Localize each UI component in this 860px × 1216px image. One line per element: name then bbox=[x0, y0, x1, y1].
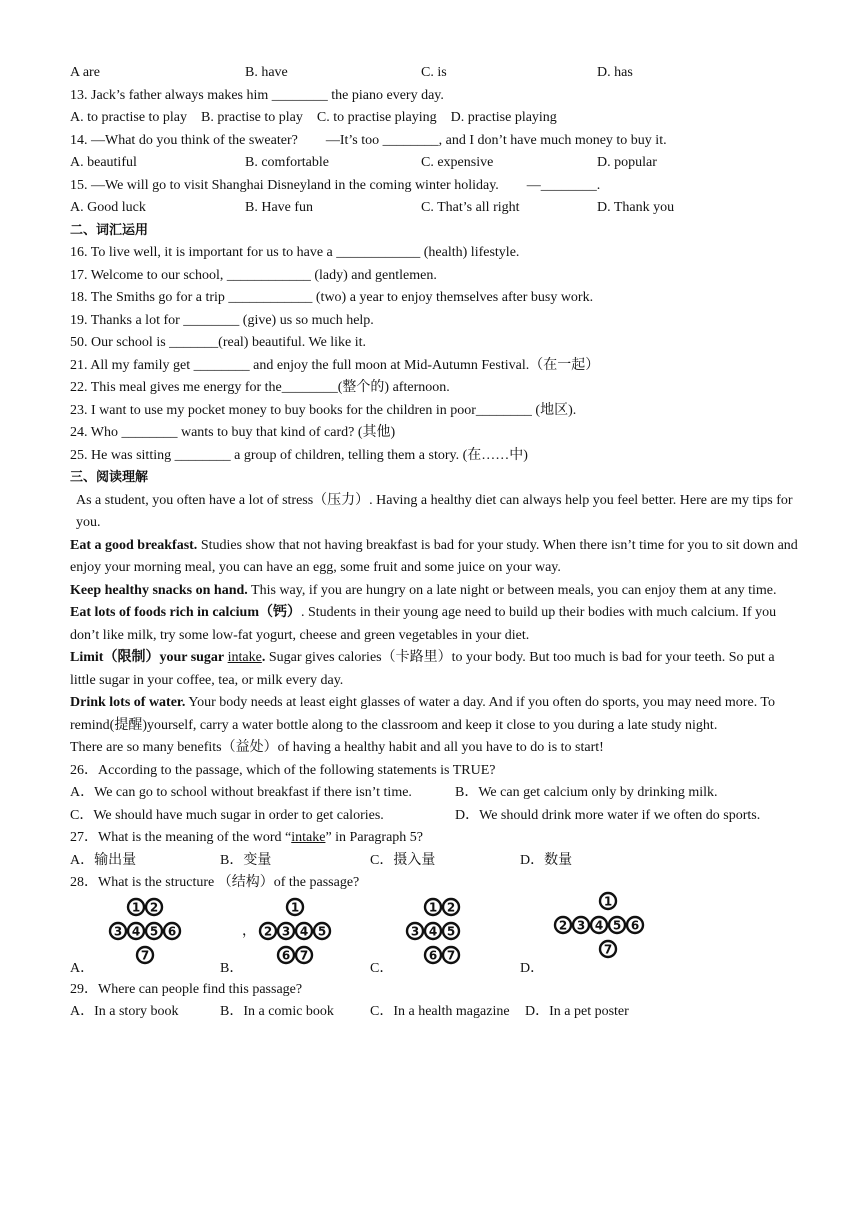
tip-heading: Eat a good breakfast. bbox=[70, 537, 198, 553]
vocab-item-22: 22. This meal gives me energy for the________(整个的) afternoon. bbox=[70, 380, 450, 395]
vocab-item-25: 25. He was sitting ________ a group of children, telling them a story. (在……中) bbox=[70, 447, 528, 463]
passage-tip-water bbox=[70, 692, 802, 737]
circled-number-icon bbox=[314, 923, 330, 939]
circled-number-icon bbox=[287, 899, 303, 915]
q26-stem: 26．According to the passage, which of the following statements is TRUE? bbox=[70, 762, 496, 778]
q28-label-d: D． bbox=[520, 960, 545, 976]
circled-number-icon bbox=[573, 917, 589, 933]
q14-option-b: B. comfortable bbox=[245, 155, 329, 170]
svg-text:2: 2 bbox=[446, 900, 456, 914]
svg-text:7: 7 bbox=[603, 942, 613, 956]
circled-number-icon bbox=[137, 947, 153, 963]
q12-option-b: B. have bbox=[245, 65, 288, 80]
circled-number-icon bbox=[296, 923, 312, 939]
section-heading-reading: 三、阅读理解 bbox=[70, 470, 149, 485]
circled-number-icon bbox=[128, 923, 144, 939]
tip-text: This way, if you are hungry on a late night or between meals, you can enjoy them at any time. bbox=[247, 582, 777, 598]
vocab-item-16: 16. To live well, it is important for us to have a ____________ (health) lifestyle. bbox=[70, 245, 520, 260]
circled-number-icon bbox=[278, 923, 294, 939]
passage-conclusion: There are so many benefits（益处）of having a healthy habit and all you have to do is to start! bbox=[70, 740, 604, 755]
q27-option-b: B．变量 bbox=[220, 852, 272, 868]
circled-number-icon bbox=[627, 917, 643, 933]
circled-number-icon bbox=[443, 899, 459, 915]
svg-text:2: 2 bbox=[149, 900, 159, 914]
vocab-item-20: 50. Our school is _______(real) beautiful. We like it. bbox=[70, 335, 367, 350]
tip-text: Sugar gives calories（卡路里）to your body. But too much is bad for your teeth. So put a little sugar in your coffee, tea, or milk every day. bbox=[70, 650, 775, 688]
q27-option-a: A．输出量 bbox=[70, 852, 137, 868]
q26-option-b: B．We can get calcium only by drinking milk. bbox=[455, 785, 718, 800]
circled-number-icon bbox=[278, 947, 294, 963]
structure-diagram-b bbox=[250, 897, 340, 971]
q13-stem: 13. Jack’s father always makes him ________ the piano every day. bbox=[70, 87, 444, 103]
q29-options bbox=[70, 1001, 802, 1024]
underlined-word-intake: intake bbox=[227, 650, 262, 665]
q15-stem: 15. —We will go to visit Shanghai Disneyland in the coming winter holiday. —________. bbox=[70, 177, 601, 193]
q26-options-row1 bbox=[70, 782, 802, 805]
q29-option-a: A．In a story book bbox=[70, 1004, 179, 1019]
svg-text:6: 6 bbox=[428, 948, 438, 962]
q26-options-row2 bbox=[70, 805, 802, 828]
circled-number-icon bbox=[609, 917, 625, 933]
q12-option-c: C. is bbox=[421, 65, 447, 80]
circled-number-icon bbox=[425, 947, 441, 963]
circled-number-icon bbox=[296, 947, 312, 963]
svg-text:5: 5 bbox=[149, 924, 159, 938]
q29-stem: 29．Where can people find this passage? bbox=[70, 981, 303, 997]
vocab-item-18: 18. The Smiths go for a trip ____________ (two) a year to enjoy themselves after busy work. bbox=[70, 290, 594, 305]
svg-text:4: 4 bbox=[131, 924, 141, 938]
svg-text:7: 7 bbox=[299, 948, 309, 962]
vocab-item-17: 17. Welcome to our school, ____________ (lady) and gentlemen. bbox=[70, 267, 437, 283]
section-heading-vocabulary: 二、词汇运用 bbox=[70, 222, 149, 238]
worksheet-page bbox=[70, 62, 802, 1024]
q15-option-a: A. Good luck bbox=[70, 200, 146, 215]
svg-text:5: 5 bbox=[446, 924, 456, 938]
vocab-item-23: 23. I want to use my pocket money to buy books for the children in poor________ (地区). bbox=[70, 402, 577, 418]
tip-heading: Keep healthy snacks on hand. bbox=[70, 582, 248, 598]
svg-text:5: 5 bbox=[317, 924, 327, 938]
svg-text:6: 6 bbox=[167, 924, 177, 938]
q27-underlined-word: intake bbox=[291, 830, 326, 845]
q12-option-a: A are bbox=[70, 65, 100, 80]
q27-option-d: D．数量 bbox=[520, 852, 573, 868]
q14-option-d: D. popular bbox=[597, 155, 657, 170]
svg-text:1: 1 bbox=[603, 894, 613, 908]
svg-text:1: 1 bbox=[428, 900, 438, 914]
q14-stem: 14. —What do you think of the sweater? —It’s too ________, and I don’t have much money to buy it. bbox=[70, 132, 667, 148]
tip-heading: Drink lots of water. bbox=[70, 695, 186, 710]
q28-label-b: B． bbox=[220, 960, 244, 976]
q14-option-c: C. expensive bbox=[421, 155, 494, 170]
circled-number-icon bbox=[110, 923, 126, 939]
svg-text:4: 4 bbox=[594, 918, 604, 932]
q26-option-a: A．We can go to school without breakfast if there isn’t time. bbox=[70, 785, 412, 800]
q14-options bbox=[70, 152, 802, 175]
tip-text: Your body needs at least eight glasses of water a day. And if you often do sports, you may need more. To remind(提醒)yourself, carry a water bottle along to the classroom and keep it close to you during a late study night. bbox=[70, 695, 776, 733]
svg-text:4: 4 bbox=[428, 924, 438, 938]
circled-number-icon bbox=[591, 917, 607, 933]
structure-diagram-a bbox=[100, 897, 190, 971]
circled-number-icon bbox=[600, 941, 616, 957]
q12-option-d: D. has bbox=[597, 65, 633, 80]
structure-diagram-c bbox=[400, 897, 475, 971]
circled-number-icon bbox=[555, 917, 571, 933]
svg-text:7: 7 bbox=[140, 948, 150, 962]
q28-label-c: C． bbox=[370, 960, 394, 976]
svg-text:5: 5 bbox=[612, 918, 622, 932]
q27-options bbox=[70, 850, 802, 873]
svg-text:3: 3 bbox=[576, 918, 586, 932]
structure-diagram-d bbox=[550, 889, 660, 963]
vocab-item-19: 19. Thanks a lot for ________ (give) us so much help. bbox=[70, 312, 374, 328]
q14-option-a: A. beautiful bbox=[70, 155, 137, 170]
q27-stem bbox=[70, 827, 802, 850]
q13-option-b: B. practise to play bbox=[201, 110, 303, 125]
q29-option-d: D．In a pet poster bbox=[525, 1004, 629, 1019]
q27-option-c: C．摄入量 bbox=[370, 852, 436, 868]
svg-text:4: 4 bbox=[299, 924, 309, 938]
svg-text:1: 1 bbox=[290, 900, 300, 914]
q15-options bbox=[70, 197, 802, 220]
circled-number-icon bbox=[146, 899, 162, 915]
q12-options bbox=[70, 62, 802, 85]
q28-label-a: A． bbox=[70, 960, 95, 976]
q15-option-b: B. Have fun bbox=[245, 200, 314, 215]
q29-option-c: C．In a health magazine bbox=[370, 1004, 510, 1019]
q15-option-d: D. Thank you bbox=[597, 200, 675, 215]
svg-text:1: 1 bbox=[131, 900, 141, 914]
svg-text:3: 3 bbox=[113, 924, 123, 938]
q28-separator: ， bbox=[242, 923, 256, 939]
passage-tip-sugar bbox=[70, 647, 802, 692]
circled-number-icon bbox=[128, 899, 144, 915]
svg-text:2: 2 bbox=[263, 924, 273, 938]
q13-option-c: C. to practise playing bbox=[316, 110, 437, 125]
tip-heading: Eat lots of foods rich in calcium（钙） bbox=[70, 605, 301, 620]
svg-text:6: 6 bbox=[281, 948, 291, 962]
circled-number-icon bbox=[600, 893, 616, 909]
q27-stem-post: ” in Paragraph 5? bbox=[325, 830, 424, 845]
q29-option-b: B．In a comic book bbox=[220, 1004, 334, 1019]
circled-number-icon bbox=[146, 923, 162, 939]
q27-stem-pre: 27．What is the meaning of the word “ bbox=[70, 830, 292, 845]
passage-intro: As a student, you often have a lot of stress（压力）. Having a healthy diet can always help you feel better. Here are my tips for you. bbox=[76, 492, 793, 530]
q28-structure-diagrams bbox=[70, 895, 802, 979]
tip-heading: Limit（限制）your sugar bbox=[70, 650, 225, 665]
q28-stem: 28．What is the structure （结构）of the passage? bbox=[70, 875, 360, 890]
circled-number-icon bbox=[407, 923, 423, 939]
tip-heading-dot: . bbox=[261, 650, 266, 665]
circled-number-icon bbox=[425, 923, 441, 939]
svg-text:3: 3 bbox=[410, 924, 420, 938]
tip-text: . Students in their young age need to build up their bodies with much calcium. If you don’t like milk, try some low-fat yogurt, cheese and green vegetables in your diet. bbox=[70, 605, 777, 643]
circled-number-icon bbox=[443, 947, 459, 963]
passage-tip-calcium bbox=[70, 602, 802, 647]
q13-option-a: A. to practise to play bbox=[70, 110, 188, 125]
q13-options bbox=[70, 107, 802, 130]
passage-tip-breakfast bbox=[70, 535, 802, 580]
q15-option-c: C. That’s all right bbox=[421, 200, 520, 215]
svg-text:6: 6 bbox=[630, 918, 640, 932]
q13-option-d: D. practise playing bbox=[450, 110, 557, 125]
circled-number-icon bbox=[443, 923, 459, 939]
circled-number-icon bbox=[425, 899, 441, 915]
svg-text:7: 7 bbox=[446, 948, 456, 962]
tip-text: Studies show that not having breakfast is bad for your study. When there isn’t time for you to sit down and enjoy your morning meal, you can have an egg, some fruit and some juice on your way. bbox=[70, 537, 798, 575]
circled-number-icon bbox=[164, 923, 180, 939]
vocab-item-21: 21. All my family get ________ and enjoy the full moon at Mid-Autumn Festival.（在一起） bbox=[70, 357, 600, 373]
svg-text:3: 3 bbox=[281, 924, 291, 938]
circled-number-icon bbox=[260, 923, 276, 939]
q26-option-d: D．We should drink more water if we often do sports. bbox=[455, 807, 761, 823]
svg-text:2: 2 bbox=[558, 918, 568, 932]
vocab-item-24: 24. Who ________ wants to buy that kind of card? (其他) bbox=[70, 425, 396, 440]
passage-tip-snacks bbox=[70, 580, 802, 603]
q26-option-c: C．We should have much sugar in order to get calories. bbox=[70, 807, 384, 823]
